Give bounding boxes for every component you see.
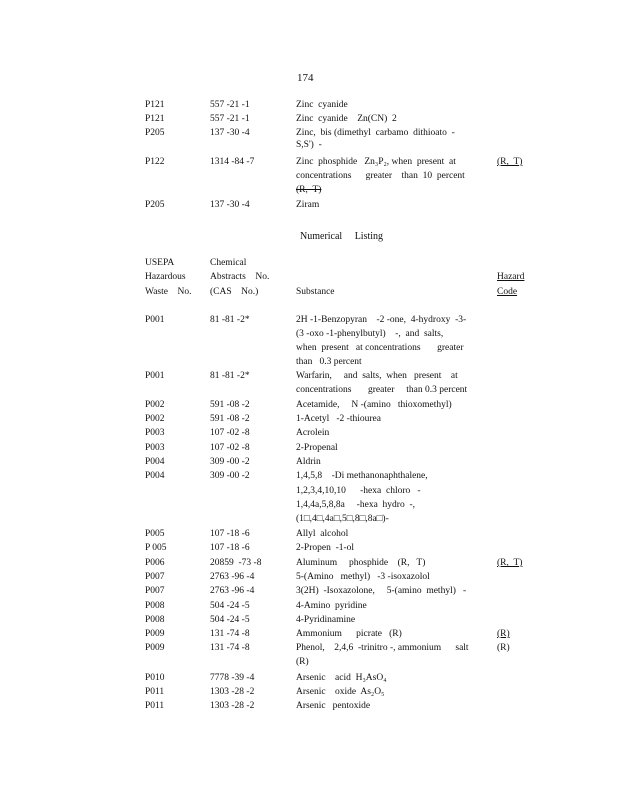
substance-name-continued: than 0.3 percent bbox=[296, 357, 362, 367]
substance-name: Arsenic pentoxide bbox=[296, 701, 371, 711]
substance-name: Zinc cyanide bbox=[296, 100, 348, 110]
header-hazardous: Hazardous bbox=[145, 272, 186, 282]
waste-number: P003 bbox=[145, 443, 165, 453]
cas-number: 309 -00 -2 bbox=[210, 457, 250, 467]
substance-name-continued: (1□,4□,4a□,5□,8□,8a□)- bbox=[296, 514, 389, 524]
waste-number: P002 bbox=[145, 400, 165, 410]
header-cas-no: (CAS No.) bbox=[210, 287, 259, 297]
substance-name: Aluminum phosphide (R, T) bbox=[296, 558, 426, 568]
substance-name-continued: S,S') - bbox=[296, 140, 322, 150]
waste-number: P003 bbox=[145, 428, 165, 438]
waste-number: P004 bbox=[145, 457, 165, 467]
waste-number: P004 bbox=[145, 471, 165, 481]
substance-name: Acrolein bbox=[296, 428, 330, 438]
cas-number: 131 -74 -8 bbox=[210, 629, 250, 639]
cas-number: 557 -21 -1 bbox=[210, 114, 250, 124]
cas-number: 557 -21 -1 bbox=[210, 100, 250, 110]
substance-name: 2-Propen -1-ol bbox=[296, 543, 355, 553]
waste-number: P011 bbox=[145, 687, 165, 697]
substance-name: Zinc cyanide Zn(CN) 2 bbox=[296, 114, 397, 124]
header-waste-no: Waste No. bbox=[145, 287, 192, 297]
hazard-code: (R, T) bbox=[497, 157, 523, 167]
cas-number: 2763 -96 -4 bbox=[210, 586, 255, 596]
substance-name: Arsenic oxide As₂O₅ bbox=[296, 687, 385, 697]
cas-number: 107 -02 -8 bbox=[210, 428, 250, 438]
substance-name-continued: 1,4,4a,5,8,8a -hexa hydro -, bbox=[296, 500, 415, 510]
cas-number: 1303 -28 -2 bbox=[210, 701, 255, 711]
substance-name: 3(2H) -Isoxazolone, 5-(amino methyl) - bbox=[296, 586, 467, 596]
substance-name: 2-Propenal bbox=[296, 443, 338, 453]
substance-name: 4-Amino pyridine bbox=[296, 601, 367, 611]
waste-number: P121 bbox=[145, 100, 165, 110]
waste-number: P009 bbox=[145, 643, 165, 653]
cas-number: 131 -74 -8 bbox=[210, 643, 250, 653]
struck-code: (R, T) bbox=[296, 185, 322, 195]
hazard-code: (R) bbox=[497, 629, 510, 639]
substance-name: 1,4,5,8 -Di methanonaphthalene, bbox=[296, 471, 428, 481]
section-heading: Numerical Listing bbox=[300, 231, 384, 242]
cas-number: 1303 -28 -2 bbox=[210, 687, 255, 697]
substance-name: 2H -1-Benzopyran -2 -one, 4-hydroxy -3- bbox=[296, 315, 467, 325]
cas-number: 504 -24 -5 bbox=[210, 615, 250, 625]
substance-name: 5-(Amino methyl) -3 -isoxazolol bbox=[296, 572, 430, 582]
hazard-code: (R, T) bbox=[497, 558, 523, 568]
waste-number: P121 bbox=[145, 114, 165, 124]
waste-number: P122 bbox=[145, 157, 165, 167]
cas-number: 81 -81 -2* bbox=[210, 315, 250, 325]
substance-name: Arsenic acid H₃AsO₄ bbox=[296, 673, 387, 683]
cas-number: 591 -08 -2 bbox=[210, 414, 250, 424]
substance-name: 1-Acetyl -2 -thiourea bbox=[296, 414, 381, 424]
substance-name: Acetamide, N -(amino thioxomethyl) bbox=[296, 400, 452, 410]
substance-name-continued: concentrations greater than 0.3 percent bbox=[296, 385, 468, 395]
substance-name: Aldrin bbox=[296, 457, 321, 467]
header-abstracts-no: Abstracts No. bbox=[210, 272, 270, 282]
waste-number: P205 bbox=[145, 128, 165, 138]
substance-name: Warfarin, and salts, when present at bbox=[296, 371, 458, 381]
substance-name: Allyl alcohol bbox=[296, 529, 349, 539]
hazard-code: (R) bbox=[497, 643, 510, 653]
substance-name-continued: (R) bbox=[296, 657, 309, 667]
waste-number: P006 bbox=[145, 558, 165, 568]
waste-number: P010 bbox=[145, 673, 165, 683]
header-chemical: Chemical bbox=[210, 258, 247, 268]
cas-number: 107 -02 -8 bbox=[210, 443, 250, 453]
waste-number: P205 bbox=[145, 200, 165, 210]
waste-number: P 005 bbox=[145, 543, 167, 553]
waste-number: P008 bbox=[145, 601, 165, 611]
cas-number: 137 -30 -4 bbox=[210, 200, 250, 210]
header-code: Code bbox=[497, 287, 518, 297]
waste-number: P008 bbox=[145, 615, 165, 625]
waste-number: P007 bbox=[145, 586, 165, 596]
cas-number: 137 -30 -4 bbox=[210, 128, 250, 138]
cas-number: 1314 -84 -7 bbox=[210, 157, 255, 167]
header-substance: Substance bbox=[296, 287, 335, 297]
cas-number: 20859 -73 -8 bbox=[210, 558, 262, 568]
cas-number: 7778 -39 -4 bbox=[210, 673, 255, 683]
cas-number: 309 -00 -2 bbox=[210, 471, 250, 481]
substance-name: Phenol, 2,4,6 -trinitro -, ammonium salt bbox=[296, 643, 469, 653]
waste-number: P005 bbox=[145, 529, 165, 539]
substance-name-continued: 1,2,3,4,10,10 -hexa chloro - bbox=[296, 486, 421, 496]
cas-number: 107 -18 -6 bbox=[210, 529, 250, 539]
substance-name: Zinc, bis (dimethyl carbamo dithioato - bbox=[296, 128, 455, 138]
waste-number: P009 bbox=[145, 629, 165, 639]
substance-name-continued: when present at concentrations greater bbox=[296, 343, 464, 353]
waste-number: P002 bbox=[145, 414, 165, 424]
cas-number: 107 -18 -6 bbox=[210, 543, 250, 553]
cas-number: 591 -08 -2 bbox=[210, 400, 250, 410]
cas-number: 2763 -96 -4 bbox=[210, 572, 255, 582]
waste-number: P007 bbox=[145, 572, 165, 582]
substance-name: 4-Pyridinamine bbox=[296, 615, 356, 625]
page-number: 174 bbox=[297, 72, 314, 84]
substance-name-continued: (3 -oxo -1-phenylbutyl) -, and salts, bbox=[296, 329, 444, 339]
substance-name: Ziram bbox=[296, 200, 320, 210]
header-usepa: USEPA bbox=[145, 258, 175, 268]
cas-number: 504 -24 -5 bbox=[210, 601, 250, 611]
cas-number: 81 -81 -2* bbox=[210, 371, 250, 381]
header-hazard: Hazard bbox=[497, 272, 525, 282]
substance-name-continued: concentrations greater than 10 percent bbox=[296, 171, 465, 181]
substance-name: Zinc phosphide Zn₃P₂, when present at bbox=[296, 157, 456, 167]
waste-number: P001 bbox=[145, 371, 165, 381]
waste-number: P011 bbox=[145, 701, 165, 711]
waste-number: P001 bbox=[145, 315, 165, 325]
substance-name: Ammonium picrate (R) bbox=[296, 629, 402, 639]
